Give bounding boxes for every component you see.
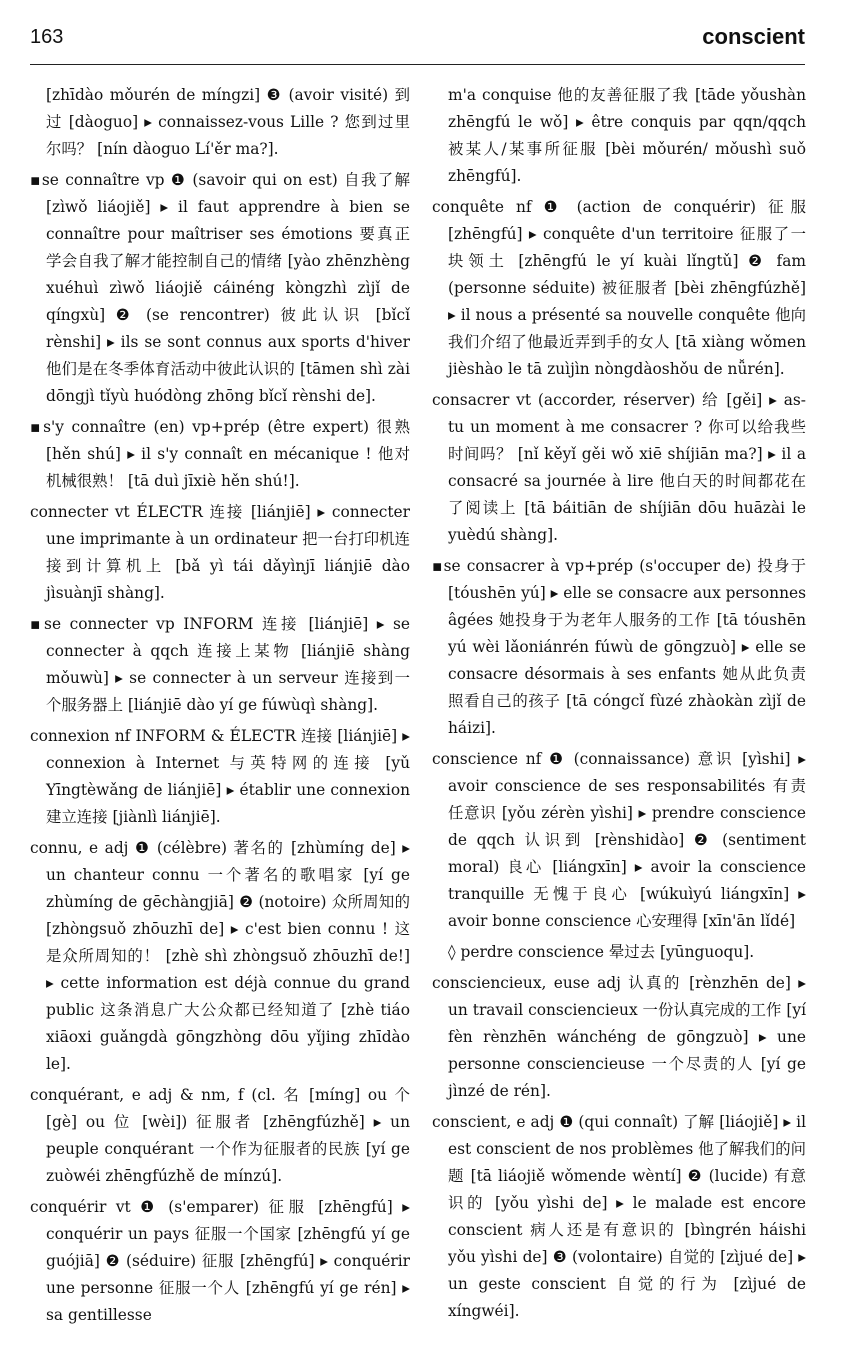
left-column [30, 82, 410, 1333]
sub-entry-s-y-connaitre: ▪s'y connaître (en) vp+prép (être expert) 很熟 [hěn shú] ▸ il s'y connaît en mécanique ! 他对机械很熟！ [tā duì jīxiè hěn shú!]. [30, 418, 410, 490]
entry-connecter: connecter vt ÉLECTR 连接 [liánjiē] ▸ connecter une imprimante à un ordinateur 把一台打印机连接到计算机上 [bǎ yì tái dǎyìnjī liánjiē dào jìsuànjī shàng]. [30, 503, 410, 602]
entry-conscient: conscient, e adj ❶ (qui connaît) 了解 [liáojiě] ▸ il est conscient de nos problèmes 他了解我们的问题 [tā liáojiě wǒmende wèntí] ❷ (lucide) 有意识的 [yǒu yìshi de] ▸ le malade est encore conscient 病人还是有意识的 [bìngrén háishi yǒu yìshi de] ❸ (volontaire) 自觉的 [zìjué de] ▸ un geste conscient 自觉的行为 [zìjué de xíngwéi]. [432, 1113, 806, 1320]
entry-conquerir: conquérir vt ❶ (s'emparer) 征服 [zhēngfú] ▸ conquérir un pays 征服一个国家 [zhēngfú yí ge guójiā] ❷ (séduire) 征服 [zhēngfú] ▸ conquérir une personne 征服一个人 [zhēngfú yí ge rén] ▸ sa gentillesse [30, 1198, 410, 1324]
page-number: 163 [30, 26, 64, 48]
page-header [30, 18, 805, 65]
sub-entry-se-connaitre: ▪se connaître vp ❶ (savoir qui on est) 自我了解 [zìwǒ liáojiě] ▸ il faut apprendre à bien se connaître pour maîtriser ses émotions 要真正学会自我了解才能控制自己的情绪 [yào zhēnzhèng xuéhuì zìwǒ liáojiě cáinéng kòngzhì zìjǐ de qíngxù] ❷ (se rencontrer) 彼此认识 [bǐcǐ rènshi] ▸ ils se sont connus aux sports d'hiver 他们是在冬季体育活动中彼此认识的 [tāmen shì zài dōngjì tǐyù huódòng zhōng bǐcǐ rènshi de]. [30, 171, 410, 405]
guideword: conscient [702, 24, 805, 49]
sub-entry-se-consacrer: ▪se consacrer à vp+prép (s'occuper de) 投身于 [tóushēn yú] ▸ elle se consacre aux personnes âgées 她投身于为老年人服务的工作 [tā tóushēn yú wèi lǎoniánrén fúwù de gōngzuò] ▸ elle se consacre désormais à ses enfants 她从此负责照看自己的孩子 [tā cóngcǐ fùzé zhàokàn zìjǐ de háizi]. [432, 557, 806, 737]
sub-entry-se-connecter: ▪se connecter vp INFORM 连接 [liánjiē] ▸ se connecter à qqch 连接上某物 [liánjiē shàng mǒuwù] ▸ se connecter à un serveur 连接到一个服务器上 [liánjiē dào yí ge fúwùqì shàng]. [30, 615, 410, 714]
entry-connu: connu, e adj ❶ (célèbre) 著名的 [zhùmíng de] ▸ un chanteur connu 一个著名的歌唱家 [yí ge zhùmíng de gēchàngjiā] ❷ (notoire) 众所周知的 [zhòngsuǒ zhōuzhī de] ▸ c'est bien connu ! 这是众所周知的！ [zhè shì zhòngsuǒ zhōuzhī de!] ▸ cette information est déjà connue du grand public 这条消息广大公众都已经知道了 [zhè tiáo xiāoxi guǎngdà gōngzhòng dōu yǐjing zhīdào le]. [30, 839, 410, 1073]
entry-connexion: connexion nf INFORM & ÉLECTR 连接 [liánjiē] ▸ connexion à Internet 与英特网的连接 [yǔ Yīngtèwǎng de liánjiē] ▸ établir une connexion 建立连接 [jiànlì liánjiē]. [30, 727, 410, 826]
idiom-perdre-conscience: ◊ perdre conscience 晕过去 [yūnguoqu]. [448, 943, 755, 961]
entry-conscience: conscience nf ❶ (connaissance) 意识 [yìshi] ▸ avoir conscience de ses responsabilités 有责任意识 [yǒu zérèn yìshi] ▸ prendre conscience de qqch 认识到 [rènshidào] ❷ (sentiment moral) 良心 [liángxīn] ▸ avoir la conscience tranquille 无愧于良心 [wúkuìyú liángxīn] ▸ avoir bonne conscience 心安理得 [xīn'ān lǐdé] [432, 750, 806, 930]
entry-conquerant: conquérant, e adj & nm, f (cl. 名 [míng] ou 个 [gè] ou 位 [wèi]) 征服者 [zhēngfúzhě] ▸ un peuple conquérant 一个作为征服者的民族 [yí ge zuòwéi zhēngfúzhě de mínzú]. [30, 1086, 410, 1185]
entry-continuation: [zhīdào mǒurén de míngzi] ❸ (avoir visité) 到过 [dàoguo] ▸ connaissez-vous Lille ? 您到过里尔吗？ [nín dàoguo Lí'ěr ma?]. [46, 86, 410, 158]
entry-consacrer: consacrer vt (accorder, réserver) 给 [gěi] ▸ as-tu un moment à me consacrer ? 你可以给我些时间吗？ [nǐ kěyǐ gěi wǒ xiē shíjiān ma?] ▸ il a consacré sa journée à lire 他白天的时间都花在了阅读上 [tā báitiān de shíjiān dōu huāzài le yuèdú shàng]. [432, 391, 806, 544]
entry-continuation: m'a conquise 他的友善征服了我 [tāde yǒushàn zhēngfú le wǒ] ▸ être conquis par qqn/qqch 被某人/某事所征服 [bèi mǒurén/ mǒushì suǒ zhēngfú]. [448, 86, 806, 185]
entry-conquete: conquête nf ❶ (action de conquérir) 征服 [zhēngfú] ▸ conquête d'un territoire 征服了一块领土 [zhēngfú le yí kuài lǐngtǔ] ❷ fam (personne séduite) 被征服者 [bèi zhēngfúzhě] ▸ il nous a présenté sa nouvelle conquête 他向我们介绍了他最近弄到手的女人 [tā xiàng wǒmen jièshào le tā zuìjìn nòngdàoshǒu de nǚrén]. [432, 198, 806, 378]
right-column [432, 82, 806, 1329]
entry-consciencieux: consciencieux, euse adj 认真的 [rènzhēn de] ▸ un travail consciencieux 一份认真完成的工作 [yí fèn rènzhēn wánchéng de gōngzuò] ▸ une personne consciencieuse 一个尽责的人 [yí ge jìnzé de rén]. [432, 974, 806, 1100]
